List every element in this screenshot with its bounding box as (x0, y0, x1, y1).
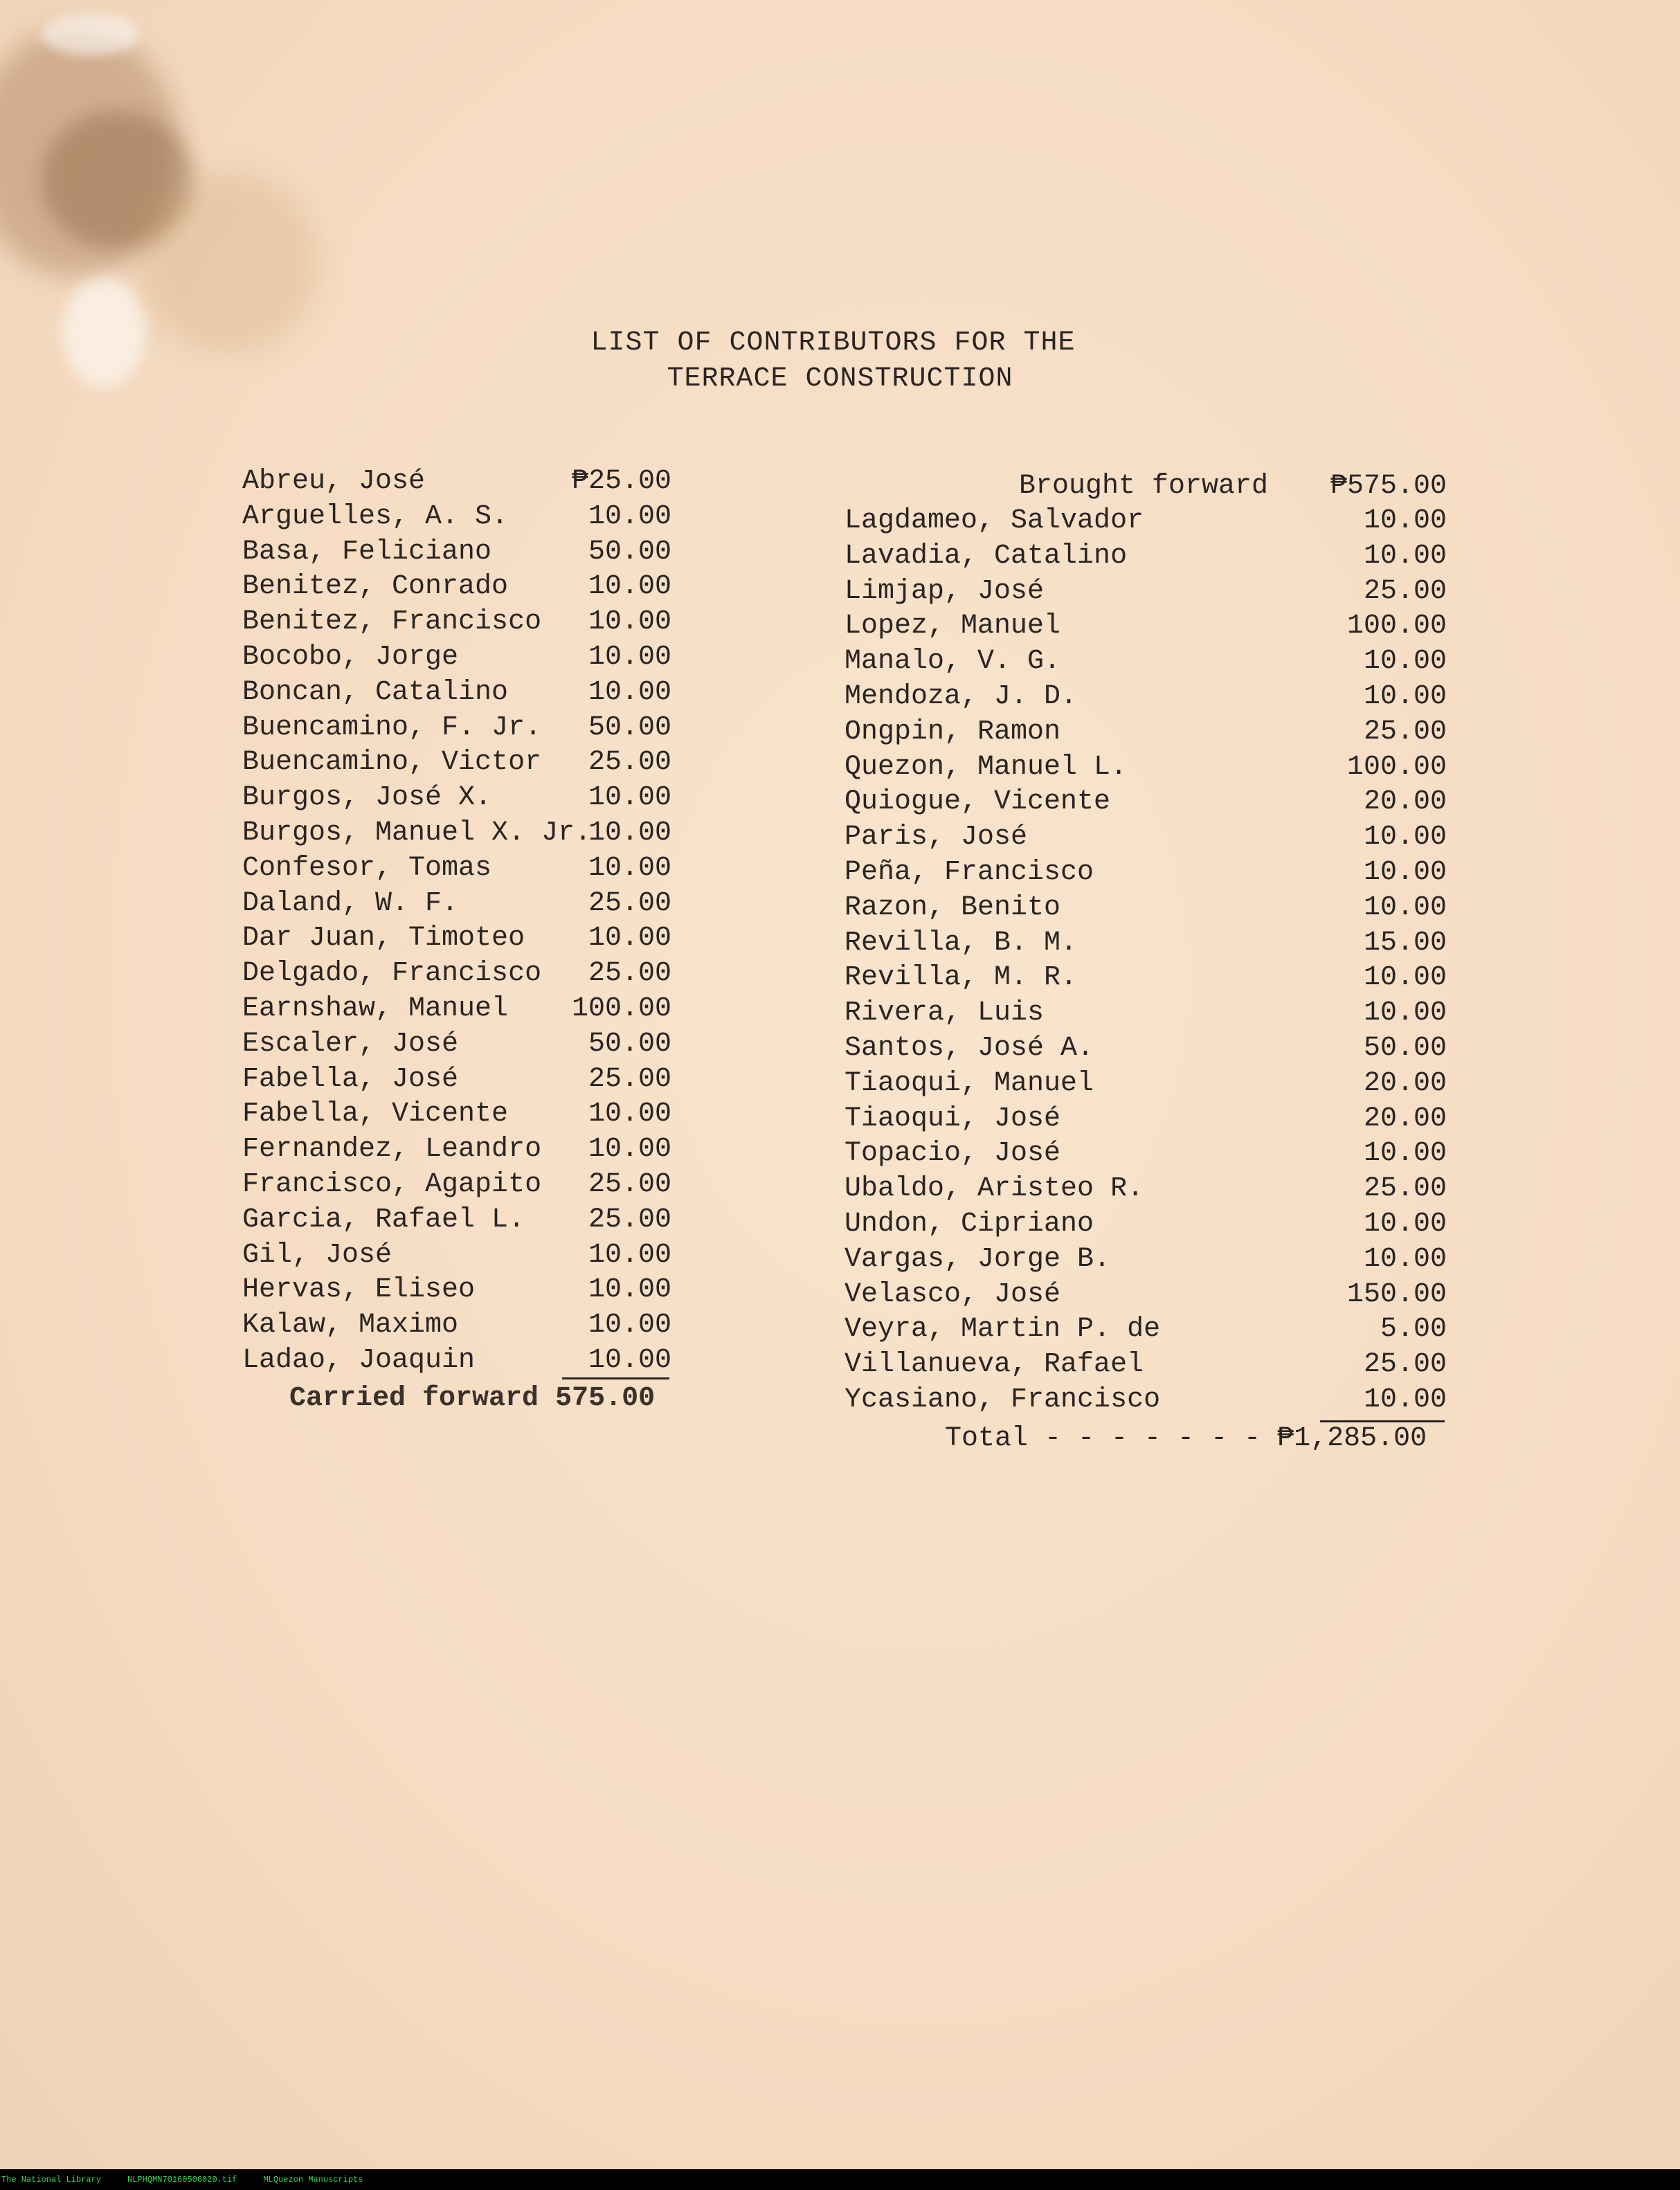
subtotal-rule (562, 1377, 669, 1379)
contributor-name: Burgos, Manuel X. Jr. (242, 817, 592, 849)
contribution-amount: 25.00 (588, 1063, 671, 1095)
contribution-amount: 10.00 (1363, 1384, 1447, 1415)
contribution-amount: 10.00 (588, 1239, 671, 1271)
contribution-amount: 10.00 (588, 852, 671, 884)
contributor-name: Lagdameo, Salvador (844, 505, 1144, 536)
contributor-name: Limjap, José (844, 575, 1045, 607)
footer-file: NLPHQMN70160506020.tif (127, 2175, 237, 2184)
contribution-amount: 25.00 (588, 958, 671, 990)
contribution-amount: 100.00 (571, 993, 671, 1024)
contribution-amount: 25.00 (1363, 1173, 1447, 1205)
contributor-name: Villanueva, Rafael (844, 1349, 1144, 1381)
contributor-name: Vargas, Jorge B. (844, 1243, 1111, 1275)
contributor-name: Manalo, V. G. (844, 646, 1061, 678)
contribution-amount: 10.00 (1363, 892, 1447, 923)
contributor-name: Undon, Cipriano (844, 1209, 1094, 1240)
contributor-name: Revilla, B. M. (844, 927, 1078, 959)
contribution-amount: 100.00 (1346, 610, 1447, 642)
contribution-amount: 10.00 (1363, 505, 1447, 536)
contributor-name: Arguelles, A. S. (242, 500, 509, 532)
contribution-amount: 10.00 (1363, 962, 1447, 994)
contributor-name: Boncan, Catalino (242, 676, 509, 708)
contributor-name: Ycasiano, Francisco (844, 1384, 1161, 1415)
contributor-name: Kalaw, Maximo (242, 1310, 459, 1341)
contributor-name: Benitez, Conrado (242, 571, 509, 603)
contributor-name: Santos, José A. (844, 1033, 1094, 1064)
contribution-amount: 100.00 (1346, 751, 1447, 783)
contributor-name: Garcia, Rafael L. (242, 1204, 525, 1236)
contributor-name: Basa, Feliciano (242, 536, 492, 568)
contribution-amount: 10.00 (588, 1134, 671, 1166)
contribution-amount: 10.00 (588, 642, 671, 673)
contribution-amount: 25.00 (1363, 1349, 1447, 1381)
contributor-name: Escaler, José (242, 1028, 459, 1060)
contributor-name: Peña, Francisco (844, 857, 1094, 888)
contributor-name: Hervas, Eliseo (242, 1274, 476, 1306)
contributor-name: Fabella, José (242, 1063, 459, 1095)
contribution-amount: 10.00 (1363, 857, 1447, 888)
contribution-amount: 50.00 (1363, 1033, 1447, 1064)
document-title-line-1: LIST OF CONTRIBUTORS FOR THE (590, 327, 1076, 359)
contributor-name: Earnshaw, Manuel (242, 993, 509, 1024)
footer-library: The National Library (1, 2175, 102, 2184)
total-rule (1320, 1420, 1445, 1422)
contribution-amount: 50.00 (588, 712, 671, 743)
contribution-amount: 25.00 (588, 1169, 671, 1200)
grand-total: Total - - - - - - - ₱1,285.00 (945, 1423, 1427, 1454)
contributor-name: Francisco, Agapito (242, 1169, 542, 1200)
contribution-amount: 50.00 (588, 536, 671, 568)
contributor-name: Confesor, Tomas (242, 852, 492, 884)
contribution-amount: 10.00 (1363, 681, 1447, 712)
contributor-name: Gil, José (242, 1239, 392, 1271)
contributor-name: Lopez, Manuel (844, 610, 1061, 642)
contribution-amount: 25.00 (588, 887, 671, 919)
contribution-amount: 10.00 (588, 782, 671, 814)
document-title-line-2: TERRACE CONSTRUCTION (667, 363, 1013, 395)
contributor-name: Razon, Benito (844, 892, 1061, 923)
contribution-amount: 150.00 (1346, 1278, 1447, 1310)
contribution-amount: 10.00 (1363, 822, 1447, 853)
contributor-name: Daland, W. F. (242, 887, 459, 919)
contributor-name: Dar Juan, Timoteo (242, 923, 525, 954)
contributor-name: Mendoza, J. D. (844, 681, 1078, 712)
contribution-amount: 20.00 (1363, 1067, 1447, 1099)
contribution-amount: 10.00 (1363, 997, 1447, 1029)
contribution-amount: 20.00 (1363, 786, 1447, 818)
contribution-amount: 10.00 (588, 571, 671, 603)
contributor-name: Delgado, Francisco (242, 958, 542, 990)
contribution-amount: 25.00 (1363, 575, 1447, 607)
brought-forward-label: Brought forward (1019, 471, 1269, 502)
contribution-amount: 20.00 (1363, 1103, 1447, 1134)
contributor-name: Ongpin, Ramon (844, 716, 1061, 748)
contributor-name: Lavadia, Catalino (844, 540, 1128, 572)
contribution-amount: 25.00 (588, 1204, 671, 1236)
contributor-name: Burgos, José X. (242, 782, 492, 814)
brought-forward-amount: ₱575.00 (1330, 471, 1447, 502)
contribution-amount: 10.00 (1363, 1138, 1447, 1170)
contribution-amount: ₱25.00 (571, 466, 671, 497)
contributor-name: Buencamino, Victor (242, 747, 542, 779)
contributor-name: Abreu, José (242, 466, 426, 497)
contributor-name: Tiaoqui, José (844, 1103, 1061, 1134)
contributor-name: Paris, José (844, 822, 1028, 853)
contributor-name: Ubaldo, Aristeo R. (844, 1173, 1144, 1205)
contributor-name: Fernandez, Leandro (242, 1134, 542, 1166)
contributor-name: Veyra, Martin P. de (844, 1314, 1161, 1346)
contribution-amount: 10.00 (1363, 1209, 1447, 1240)
contribution-amount: 10.00 (588, 1345, 671, 1376)
contribution-amount: 25.00 (1363, 716, 1447, 748)
contribution-amount: 10.00 (588, 817, 671, 849)
contribution-amount: 10.00 (1363, 540, 1447, 572)
contribution-amount: 10.00 (588, 923, 671, 954)
contributor-name: Benitez, Francisco (242, 606, 542, 638)
contribution-amount: 10.00 (1363, 646, 1447, 678)
scan-footer (0, 2169, 1680, 2190)
contributor-name: Quiogue, Vicente (844, 786, 1111, 818)
contribution-amount: 10.00 (588, 1098, 671, 1130)
contribution-amount: 10.00 (588, 1274, 671, 1306)
contribution-amount: 10.00 (588, 1310, 671, 1341)
contribution-amount: 50.00 (588, 1028, 671, 1060)
contribution-amount: 5.00 (1380, 1314, 1447, 1346)
contributor-name: Revilla, M. R. (844, 962, 1078, 994)
contributor-name: Buencamino, F. Jr. (242, 712, 542, 743)
carried-forward: Carried forward 575.00 (289, 1383, 656, 1414)
contribution-amount: 10.00 (588, 606, 671, 638)
contribution-amount: 25.00 (588, 747, 671, 779)
contributor-name: Bocobo, Jorge (242, 642, 459, 673)
contribution-amount: 10.00 (588, 500, 671, 532)
contributor-name: Topacio, José (844, 1138, 1061, 1170)
contributor-name: Velasco, José (844, 1278, 1061, 1310)
contributor-name: Fabella, Vicente (242, 1098, 509, 1130)
footer-collection: MLQuezon Manuscripts (263, 2175, 363, 2184)
contributor-name: Tiaoqui, Manuel (844, 1067, 1094, 1099)
contributor-name: Rivera, Luis (844, 997, 1045, 1029)
contribution-amount: 10.00 (588, 676, 671, 708)
contributor-name: Ladao, Joaquin (242, 1345, 476, 1376)
contribution-amount: 10.00 (1363, 1243, 1447, 1275)
contributor-name: Quezon, Manuel L. (844, 751, 1128, 783)
contribution-amount: 15.00 (1363, 927, 1447, 959)
